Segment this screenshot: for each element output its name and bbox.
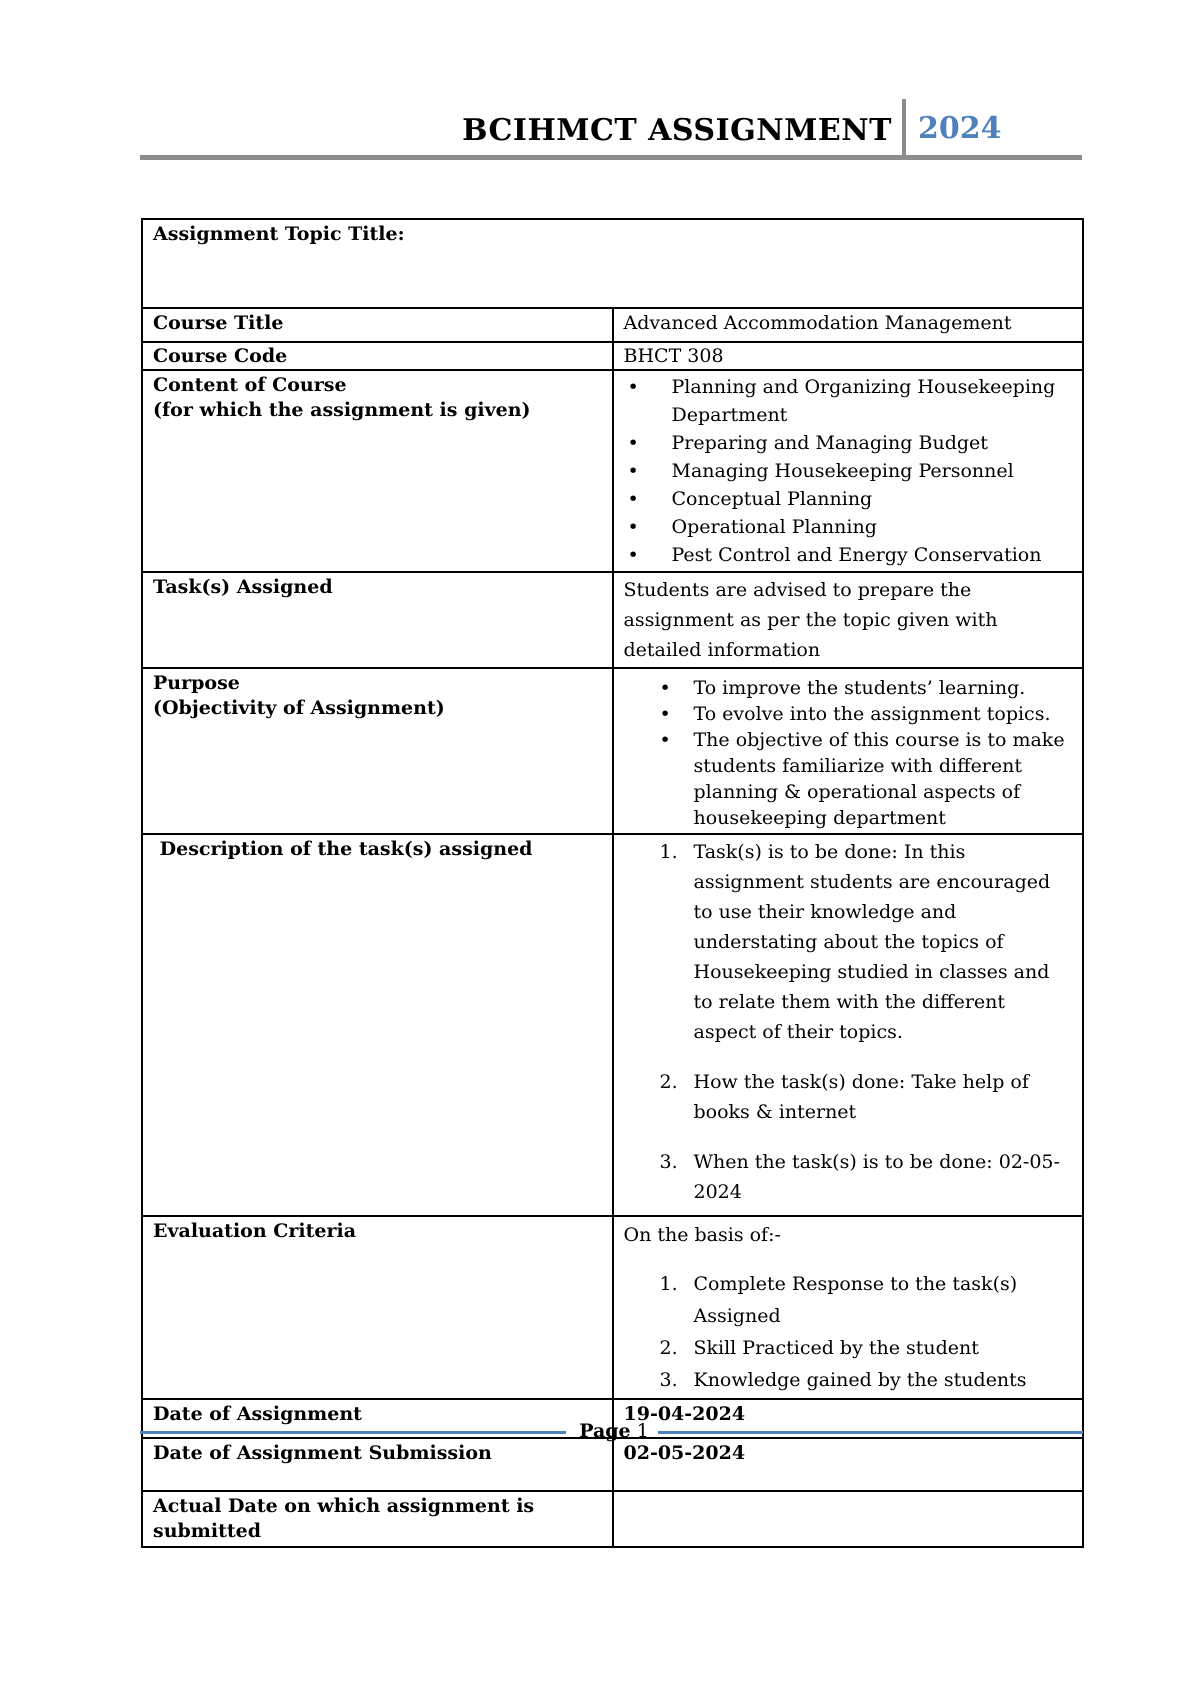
description-value-cell (613, 834, 1084, 1216)
footer-rule-left (140, 1431, 566, 1434)
header-title: BCIHMCT ASSIGNMENT (462, 113, 892, 148)
row-description (142, 834, 1083, 1216)
actual-date-label: Actual Date on which assignment is submitted (142, 1491, 613, 1547)
bullet-icon: • (659, 677, 671, 699)
list-item: • The objective of this course is to make students familiarize with different planning & operational aspects of housekeeping department (659, 729, 1065, 829)
row-topic (142, 219, 1083, 308)
page-footer (140, 1418, 1083, 1448)
evaluation-value-cell (613, 1216, 1084, 1399)
content-sublabel: (for which the assignment is given) (153, 399, 531, 421)
list-item: • Conceptual Planning (624, 485, 1073, 513)
description-list (624, 837, 1073, 1207)
footer-rule-right (658, 1431, 1083, 1434)
content-label-cell (142, 370, 613, 572)
list-item: • Operational Planning (624, 513, 1073, 541)
content-label: Content of Course (153, 374, 347, 396)
row-tasks (142, 572, 1083, 668)
purpose-label-cell (142, 668, 613, 834)
row-evaluation (142, 1216, 1083, 1399)
list-item: • To improve the students’ learning. (659, 677, 1026, 699)
course-code-label: Course Code (142, 342, 613, 370)
tasks-label: Task(s) Assigned (142, 572, 613, 668)
row-purpose (142, 668, 1083, 834)
bullet-icon: • (627, 516, 639, 538)
list-item: • Planning and Organizing Housekeeping Department (624, 373, 1073, 429)
content-value-cell (613, 370, 1084, 572)
topic-cell (142, 219, 1083, 308)
tasks-value: Students are advised to prepare the assignment as per the topic given with detailed information (613, 572, 1084, 668)
list-item: 1. Complete Response to the task(s) Assigned (659, 1273, 1018, 1327)
topic-label: Assignment Topic Title: (153, 223, 405, 245)
list-item: 2. Skill Practiced by the student (659, 1337, 979, 1359)
date-assignment-label: Date of Assignment (142, 1399, 613, 1438)
evaluation-list (624, 1268, 1073, 1396)
page-label: Page (579, 1420, 631, 1442)
list-item: 3. When the task(s) is to be done: 02-05-2024 (659, 1151, 1060, 1203)
bullet-icon: • (659, 703, 671, 725)
date-submission-label: Date of Assignment Submission (142, 1438, 613, 1491)
list-item: 2. How the task(s) done: Take help of books & internet (659, 1071, 1029, 1123)
course-title-label: Course Title (142, 308, 613, 342)
row-actual-date (142, 1491, 1083, 1547)
page-header (140, 95, 1082, 157)
purpose-list (624, 675, 1073, 831)
list-item: • Preparing and Managing Budget (624, 429, 1073, 457)
date-submission-value: 02-05-2024 (613, 1438, 1084, 1491)
purpose-sublabel: (Objectivity of Assignment) (153, 697, 445, 719)
row-course-title (142, 308, 1083, 342)
course-code-value: BHCT 308 (613, 342, 1084, 370)
page-number (574, 1420, 654, 1442)
bullet-icon: • (627, 460, 639, 482)
header-year: 2024 (918, 111, 1002, 146)
page-number-value: 1 (636, 1420, 649, 1442)
row-course-code (142, 342, 1083, 370)
assignment-table (141, 218, 1084, 1548)
date-assignment-value: 19-04-2024 (613, 1399, 1084, 1438)
description-label: Description of the task(s) assigned (142, 834, 613, 1216)
course-title-value: Advanced Accommodation Management (613, 308, 1084, 342)
purpose-label: Purpose (153, 672, 240, 694)
evaluation-label: Evaluation Criteria (142, 1216, 613, 1399)
bullet-icon: • (627, 544, 639, 566)
actual-date-value (613, 1491, 1084, 1547)
list-item: • To evolve into the assignment topics. (659, 703, 1051, 725)
header-separator (902, 99, 906, 155)
list-item: • Managing Housekeeping Personnel (624, 457, 1073, 485)
row-content (142, 370, 1083, 572)
header-rule (140, 155, 1082, 160)
bullet-icon: • (627, 432, 639, 454)
bullet-icon: • (627, 376, 639, 398)
list-item: 1. Task(s) is to be done: In this assignment students are encouraged to use their knowledge and understating about the topics of Housekeeping studied in classes and to relate them with the different aspect of their topics. (659, 841, 1051, 1043)
list-item: 3. Knowledge gained by the students (659, 1369, 1027, 1391)
list-item: • Pest Control and Energy Conservation (624, 541, 1073, 569)
evaluation-intro: On the basis of:- (623, 1224, 781, 1246)
bullet-icon: • (659, 729, 671, 751)
purpose-value-cell (613, 668, 1084, 834)
bullet-icon: • (627, 488, 639, 510)
content-list (624, 373, 1073, 569)
